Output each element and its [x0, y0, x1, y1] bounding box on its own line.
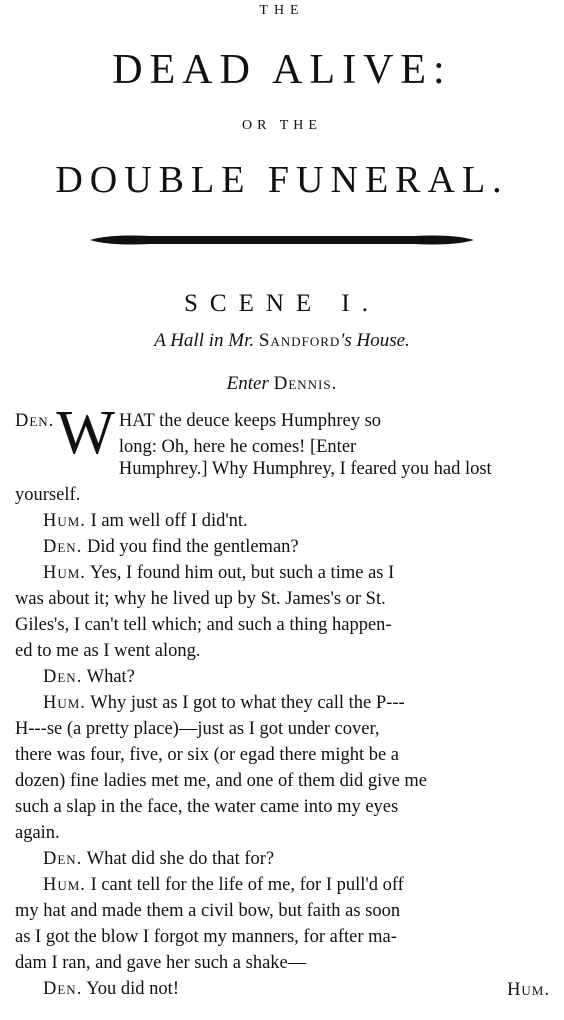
- dialogue-line-den: Den. What did she do that for?: [43, 849, 275, 869]
- scene-setting: A Hall in Mr. Sandford's House.: [154, 330, 410, 351]
- dialogue-line-den: Den. You did not!: [43, 979, 179, 999]
- dialogue-line-den: Den. W HAT the deuce keeps Humphrey so long: Oh, here he comes! [Enter: [15, 399, 382, 467]
- dialogue-line-den: Den. Did you find the gentleman?: [43, 537, 299, 557]
- dialogue-line-hum: Hum. Yes, I found him out, but such a time as I: [43, 563, 395, 583]
- drop-cap: W: [56, 399, 115, 467]
- title-article: THE: [259, 3, 305, 18]
- catchword: Hum.: [507, 980, 550, 1000]
- dialogue-text: Den. W HAT the deuce keeps Humphrey so long: Oh, here he comes! [Enter Humphrey.] Why Humphrey, I feared you had lost yourself. Hum. I am well off I did'nt. Den. Did you find the gentleman? Hum. Yes, I found him out, but such a time as I was about it; why he lived up by St. James's or St. Giles's, I can't tell which; and such a thing happen- ed to me as I went along. Den. What? Hum. Why just as I got to what they call the P--- H---se (a pretty place)—just as I got under cover, there was four, five, or six (or egad there might be a dozen) fine ladies met me, and one of them did give me such a slap in the face, the water came into my eyes again. Den. What did she do that for? Hum. I cant tell for the life of me, for I pull'd off my hat and made them a civil bow, but faith as soon as I got the blow I forgot my manners, for after ma- dam I ran, and gave her such a shake— Den. You did not!: [15, 404, 551, 1002]
- ornamental-rule: [90, 234, 474, 246]
- stage-direction: Enter Dennis.: [226, 373, 338, 394]
- dialogue-line-hum: Hum. I am well off I did'nt.: [43, 511, 248, 531]
- dialogue-line-den: Den. What?: [43, 667, 135, 687]
- play-subtitle: DOUBLE FUNERAL.: [55, 159, 509, 201]
- dialogue-line-hum: Hum. I cant tell for the life of me, for I pull'd off: [43, 875, 404, 895]
- dialogue-line-hum: Hum. Why just as I got to what they call the P---: [43, 693, 405, 713]
- speaker-label: Den.: [15, 411, 55, 431]
- scene-heading: SCENE I.: [184, 290, 380, 317]
- title-conjunction: OR THE: [242, 118, 322, 133]
- play-title: DEAD ALIVE:: [112, 47, 452, 93]
